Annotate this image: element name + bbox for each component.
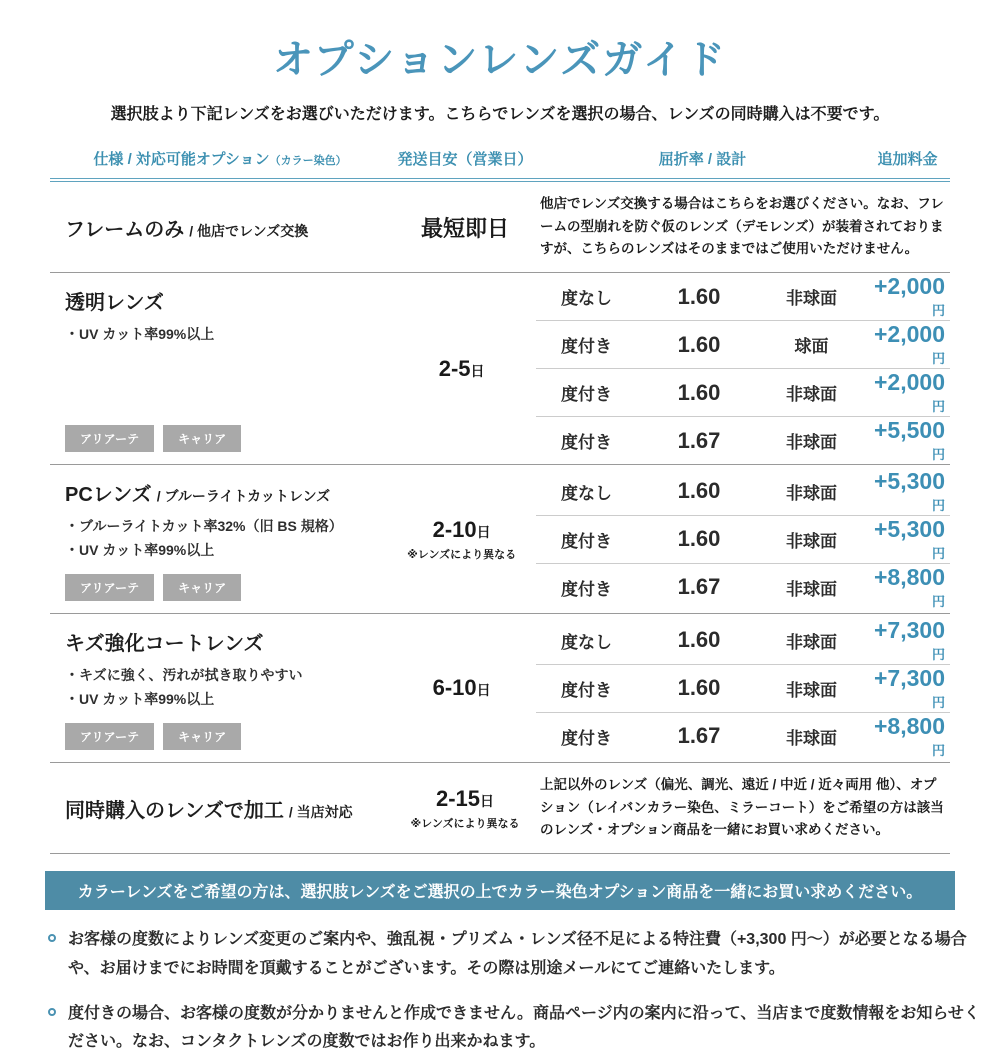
footer-note-text: 度付きの場合、お客様の度数が分かりませんと作成できません。商品ページ内の案内に沿って、当店まで度数情報をお知らせください。なお、コンタクトレンズの度数ではお作り出来かねます。 (68, 1004, 980, 1051)
section-title: キズ強化コートレンズ (65, 633, 264, 656)
section-clear-lens-rows (536, 273, 950, 464)
shipping-value (436, 786, 494, 812)
power-type: 度付き (561, 385, 612, 405)
refraction-index: 1.67 (677, 427, 721, 453)
lens-design: 球面 (794, 337, 829, 357)
badge-carrier: キャリア (163, 574, 241, 601)
lens-design: 非球面 (786, 483, 837, 503)
price-cell (874, 321, 950, 368)
lens-row (536, 368, 950, 416)
section-processing-spec (50, 763, 390, 853)
refraction-index: 1.67 (677, 723, 721, 749)
badge-ariate: アリアーテ (65, 723, 154, 750)
section-frame-only-shipping (390, 182, 540, 272)
section-pc-lens-spec (50, 465, 387, 613)
price-value: +7,300 (874, 664, 945, 691)
section-note-text: 他店でレンズ交換する場合はこちらをお選びください。なお、フレームの型崩れを防ぐ仮のレンズ（デモレンズ）が装着されておりますが、こちらのレンズはそのままではご使用いただけません。 (540, 196, 944, 257)
shipping-unit: 日 (480, 792, 495, 809)
power-type: 度付き (561, 579, 612, 599)
header-shipping: 発送目安（営業日） (397, 151, 533, 168)
section-title: 透明レンズ (65, 292, 164, 315)
price-value: +5,300 (874, 467, 945, 494)
price-cell (874, 713, 950, 760)
power-type: 度付き (561, 728, 612, 748)
price-unit: 円 (931, 545, 945, 561)
price-cell (874, 273, 950, 320)
badge-carrier: キャリア (163, 723, 241, 750)
lens-row (536, 515, 950, 563)
section-frame-only-spec (50, 182, 390, 272)
lens-row (536, 712, 950, 760)
price-cell (874, 665, 950, 712)
section-title-sub: / 当店対応 (288, 804, 353, 821)
footer-note-text: お客様の度数によりレンズ変更のご案内や、強乱視・プリズム・レンズ径不足による特注費（+3,300 円〜）が必要となる場合や、お届けまでにお時間を頂戴することがございます。その際は別途メールにてご連絡いたします。 (68, 931, 967, 977)
lens-design: 非球面 (786, 531, 837, 551)
header-refraction: 屈折率 / 設計 (658, 151, 747, 168)
shipping-value (433, 675, 491, 701)
power-type: 度なし (561, 632, 612, 652)
price-value: +2,000 (874, 321, 945, 348)
section-clear-lens (50, 273, 950, 465)
price-value: +2,000 (874, 273, 945, 300)
shipping-days: 6-10 (432, 675, 477, 701)
shipping-note: ※レンズにより異なる (410, 817, 520, 830)
badge-list (65, 709, 241, 750)
refraction-index: 1.60 (677, 627, 721, 653)
section-processing-shipping (390, 763, 540, 853)
power-type: 度付き (561, 531, 612, 551)
section-title-main: PCレンズ (65, 484, 152, 507)
price-unit: 円 (931, 742, 945, 758)
section-note-text: 上記以外のレンズ（偏光、調光、遠近 / 中近 / 近々両用 他）、オプション（レイバンカラー染色、ミラーコート）をご希望の方は該当のレンズ・オプション商品を一緒にお買い求めください。 (540, 777, 944, 838)
feature-item: ・UV カット率99%以上 (65, 542, 215, 559)
header-price: 追加料金 (877, 151, 938, 168)
section-pc-lens (50, 465, 950, 614)
section-scratch-lens (50, 614, 950, 763)
price-cell (874, 617, 950, 664)
shipping-days: 2-10 (432, 516, 477, 542)
power-type: 度付き (561, 337, 612, 357)
section-title (65, 794, 353, 823)
price-unit: 円 (931, 303, 945, 319)
feature-item: ・ブルーライトカット率32%（旧 BS 規格） (65, 518, 343, 535)
price-value: +2,000 (874, 369, 945, 396)
shipping-unit: 日 (476, 523, 491, 540)
page-title: オプションレンズガイド (273, 38, 727, 82)
circle-bullet-icon (48, 1008, 56, 1016)
price-value: +8,800 (874, 712, 945, 739)
refraction-index: 1.60 (677, 379, 721, 405)
section-title (65, 478, 330, 507)
table-header-row (50, 148, 950, 169)
lens-row (536, 664, 950, 712)
shipping-value (433, 517, 491, 543)
section-scratch-lens-spec (50, 614, 387, 762)
section-title-main: 同時購入のレンズで加工 (65, 800, 284, 823)
badge-carrier: キャリア (163, 425, 241, 452)
badge-ariate: アリアーテ (65, 574, 154, 601)
lens-design: 非球面 (786, 385, 837, 405)
lens-row (536, 416, 950, 464)
section-clear-lens-shipping (387, 273, 536, 464)
circle-bullet-icon (48, 934, 56, 942)
lens-design: 非球面 (786, 728, 837, 748)
lens-option-table (50, 148, 950, 854)
feature-item: ・キズに強く、汚れが拭き取りやすい (65, 667, 303, 684)
price-unit: 円 (931, 351, 945, 367)
refraction-index: 1.60 (677, 675, 721, 701)
shipping-unit: 日 (470, 362, 485, 379)
footer-note (48, 926, 986, 984)
lens-row (536, 617, 950, 664)
footer-note (48, 1000, 986, 1057)
section-scratch-lens-rows (536, 614, 950, 762)
header-spec (50, 148, 390, 169)
lens-design: 非球面 (786, 680, 837, 700)
price-value: +5,500 (874, 417, 945, 444)
shipping-value (439, 356, 485, 382)
section-scratch-lens-shipping (387, 614, 536, 762)
price-unit: 円 (931, 646, 945, 662)
header-spec-label: 仕様 / 対応可能オプション (93, 151, 270, 168)
shipping-unit: 日 (476, 682, 491, 699)
lens-design: 非球面 (786, 579, 837, 599)
shipping-value: 最短即日 (420, 215, 509, 241)
refraction-index: 1.60 (677, 526, 721, 552)
shipping-days: 2-5 (438, 355, 471, 381)
price-cell (874, 417, 950, 464)
section-title-sub: / 他店でレンズ交換 (189, 223, 309, 239)
power-type: 度なし (561, 289, 612, 309)
power-type: 度なし (561, 483, 612, 503)
shipping-days: 2-15 (435, 785, 481, 811)
price-cell (874, 516, 950, 563)
badge-ariate: アリアーテ (65, 425, 154, 452)
price-value: +5,300 (874, 515, 945, 542)
page-subtitle: 選択肢より下記レンズをお選びいただけます。こちらでレンズを選択の場合、レンズの同時購入は不要です。 (110, 106, 890, 123)
power-type: 度付き (561, 433, 612, 453)
feature-item: ・UV カット率99%以上 (65, 326, 215, 343)
shipping-note: ※レンズにより異なる (407, 548, 517, 561)
lens-design: 非球面 (786, 289, 837, 309)
price-unit: 円 (931, 694, 945, 710)
price-cell (874, 369, 950, 416)
feature-item: ・UV カット率99%以上 (65, 691, 215, 708)
refraction-index: 1.60 (677, 478, 721, 504)
section-frame-only-note (540, 182, 950, 272)
section-pc-lens-shipping (387, 465, 536, 613)
lens-row (536, 273, 950, 320)
lens-design: 非球面 (786, 632, 837, 652)
lens-row (536, 468, 950, 515)
price-value: +8,800 (874, 563, 945, 590)
lens-row (536, 563, 950, 611)
lens-row (536, 320, 950, 368)
color-lens-banner: カラーレンズをご希望の方は、選択肢レンズをご選択の上でカラー染色オプション商品を一緒にお買い求めください。 (45, 871, 955, 910)
price-unit: 円 (931, 399, 945, 415)
section-title-sub: / ブルーライトカットレンズ (156, 488, 331, 505)
section-title-main: フレームのみ (65, 219, 185, 241)
power-type: 度付き (561, 680, 612, 700)
section-title (65, 213, 308, 242)
refraction-index: 1.60 (677, 283, 721, 309)
section-pc-lens-rows (536, 465, 950, 613)
lens-design: 非球面 (786, 433, 837, 453)
section-frame-only (50, 182, 950, 273)
badge-list (65, 411, 241, 452)
price-unit: 円 (931, 593, 945, 609)
header-spec-small: （カラー染色） (269, 155, 347, 167)
section-processing (50, 763, 950, 854)
price-cell (874, 468, 950, 515)
refraction-index: 1.60 (677, 331, 721, 357)
price-cell (874, 564, 950, 611)
section-clear-lens-spec (50, 273, 387, 464)
price-value: +7,300 (874, 616, 945, 643)
refraction-index: 1.67 (677, 574, 721, 600)
section-processing-note (540, 763, 950, 853)
price-unit: 円 (931, 497, 945, 513)
badge-list (65, 560, 241, 601)
price-unit: 円 (931, 447, 945, 463)
